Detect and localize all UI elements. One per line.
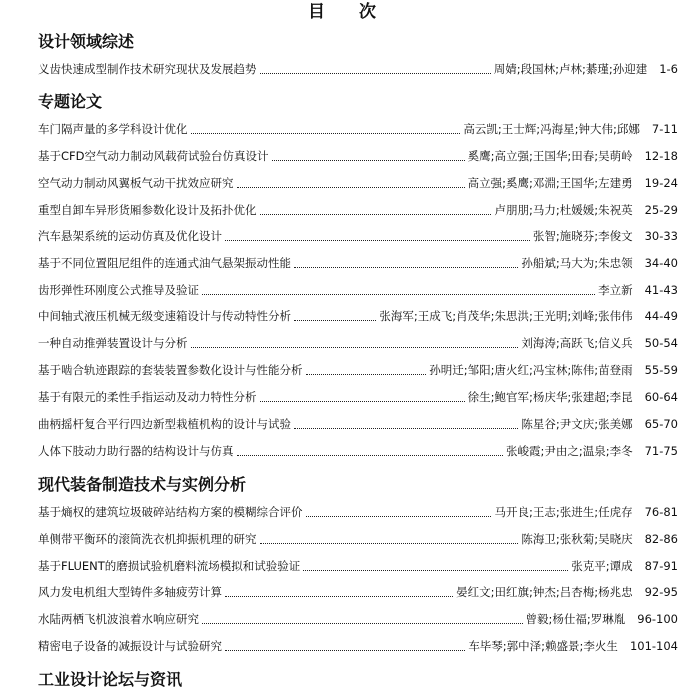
entry-authors: 车毕琴;郭中泽;赖盛景;李火生 (468, 639, 618, 653)
dot-leader (303, 569, 568, 571)
dot-leader (260, 72, 491, 74)
dot-leader (237, 454, 503, 456)
toc-entry[interactable] (38, 387, 678, 407)
toc-entry[interactable] (38, 333, 678, 353)
toc-entry[interactable] (38, 146, 678, 166)
entry-title: 人体下肢动力助行器的结构设计与仿真 (38, 444, 234, 458)
entry-authors: 徐生;鲍官军;杨庆华;张建超;李昆 (467, 390, 633, 404)
toc-entry[interactable] (38, 609, 678, 629)
toc-title: 目 次 (308, 2, 390, 22)
dot-leader (260, 542, 519, 544)
entry-pages: 12-18 (644, 149, 678, 163)
entry-authors: 张海军;王成飞;肖茂华;朱思洪;王光明;刘峰;张伟伟 (379, 309, 633, 323)
toc-entry[interactable] (38, 173, 678, 193)
entry-title: 水陆两栖飞机波浪着水响应研究 (38, 612, 199, 626)
entry-pages: 7-11 (651, 122, 678, 136)
entry-pages: 34-40 (644, 256, 678, 270)
entry-title: 曲柄摇杆复合平行四边新型栽植机构的设计与试验 (38, 417, 291, 431)
toc-entry[interactable] (38, 59, 678, 79)
entry-pages: 65-70 (644, 417, 678, 431)
entry-pages: 41-43 (644, 283, 678, 297)
entry-title: 汽车悬架系统的运动仿真及优化设计 (38, 229, 222, 243)
toc-entry[interactable] (38, 360, 678, 380)
entry-pages: 96-100 (637, 612, 678, 626)
entry-pages: 71-75 (644, 444, 678, 458)
entry-title: 基于CFD空气动力制动风载荷试验台仿真设计 (38, 149, 269, 163)
toc-entry[interactable] (38, 502, 678, 522)
toc-entry[interactable] (38, 441, 678, 461)
dot-leader (237, 186, 465, 188)
entry-pages: 76-81 (644, 505, 678, 519)
entry-pages: 19-24 (644, 176, 678, 190)
toc-entry[interactable] (38, 582, 678, 602)
entry-pages: 92-95 (644, 585, 678, 599)
entry-authors: 李立新 (598, 283, 633, 297)
dot-leader (306, 515, 492, 517)
entry-authors: 卢朋朋;马力;杜媛媛;朱祝英 (494, 203, 633, 217)
entry-authors: 陈星谷;尹文庆;张美娜 (521, 417, 633, 431)
entry-authors: 张克平;谭成 (571, 559, 633, 573)
dot-leader (225, 239, 530, 241)
entry-title: 精密电子设备的减振设计与试验研究 (38, 639, 222, 653)
section-heading: 工业设计论坛与资讯 (38, 670, 183, 689)
dot-leader (191, 346, 519, 348)
toc-entry[interactable] (38, 636, 678, 656)
entry-title: 基于有限元的柔性手指运动及动力特性分析 (38, 390, 257, 404)
toc-entry[interactable] (38, 306, 678, 326)
entry-authors: 高云凯;王士辉;冯海星;钟大伟;邱娜 (463, 122, 640, 136)
toc-entry[interactable] (38, 253, 678, 273)
entry-pages: 50-54 (644, 336, 678, 350)
entry-authors: 马开良;王志;张进生;任虎存 (494, 505, 633, 519)
toc-entry[interactable] (38, 556, 678, 576)
dot-leader (294, 427, 518, 429)
entry-pages: 25-29 (644, 203, 678, 217)
dot-leader (260, 400, 465, 402)
entry-authors: 周婧;段国林;卢林;綦瑾;孙迎建 (493, 62, 648, 76)
entry-pages: 82-86 (644, 532, 678, 546)
entry-title: 风力发电机组大型铸件多轴疲劳计算 (38, 585, 222, 599)
section-heading: 现代装备制造技术与实例分析 (38, 475, 247, 494)
dot-leader (294, 319, 376, 321)
toc-entry[interactable] (38, 200, 678, 220)
entry-title: 基于熵权的建筑垃圾破碎站结构方案的模糊综合评价 (38, 505, 303, 519)
toc-entry[interactable] (38, 226, 678, 246)
dot-leader (225, 595, 453, 597)
entry-title: 一种自动推弹装置设计与分析 (38, 336, 188, 350)
entry-title: 空气动力制动风翼板气动干扰效应研究 (38, 176, 234, 190)
toc-entry[interactable] (38, 119, 678, 139)
dot-leader (225, 649, 465, 651)
entry-pages: 1-6 (659, 62, 678, 76)
entry-authors: 刘海涛;高跃飞;信义兵 (521, 336, 633, 350)
entry-pages: 44-49 (644, 309, 678, 323)
section-heading: 专题论文 (38, 92, 103, 111)
entry-authors: 陈海卫;张秋菊;吴晓庆 (521, 532, 633, 546)
dot-leader (272, 159, 465, 161)
toc-entry[interactable] (38, 414, 678, 434)
dot-leader (306, 373, 427, 375)
dot-leader (294, 266, 518, 268)
entry-pages: 30-33 (644, 229, 678, 243)
dot-leader (202, 622, 523, 624)
entry-authors: 张智;施晓芬;李俊文 (532, 229, 633, 243)
entry-authors: 曾毅;杨仕福;罗琳胤 (525, 612, 626, 626)
entry-authors: 晏红文;田红旗;钟杰;吕杏梅;杨兆忠 (456, 585, 633, 599)
entry-title: 齿形弹性环刚度公式推导及验证 (38, 283, 199, 297)
entry-authors: 张峻霞;尹由之;温泉;李冬 (505, 444, 633, 458)
entry-pages: 87-91 (644, 559, 678, 573)
entry-authors: 奚鹰;高立强;王国华;田春;吴萌岭 (467, 149, 633, 163)
entry-title: 单侧带平衡环的滚筒洗衣机抑振机理的研究 (38, 532, 257, 546)
entry-title: 基于FLUENT的磨损试验机磨料流场模拟和试验验证 (38, 559, 301, 573)
entry-title: 义齿快速成型制作技术研究现状及发展趋势 (38, 62, 257, 76)
dot-leader (260, 213, 492, 215)
entry-pages: 101-104 (629, 639, 678, 653)
entry-pages: 55-59 (644, 363, 678, 377)
entry-title: 重型自卸车异形货厢参数化设计及拓扑优化 (38, 203, 257, 217)
entry-pages: 60-64 (644, 390, 678, 404)
dot-leader (202, 293, 595, 295)
toc-entry[interactable] (38, 529, 678, 549)
entry-authors: 高立强;奚鹰;邓淵;王国华;左建勇 (467, 176, 633, 190)
entry-title: 中间轴式液压机械无级变速箱设计与传动特性分析 (38, 309, 291, 323)
entry-title: 车门隔声量的多学科设计优化 (38, 122, 188, 136)
entry-title: 基于啮合轨迹跟踪的套装装置参数化设计与性能分析 (38, 363, 303, 377)
entry-authors: 孙船斌;马大为;朱忠领 (521, 256, 633, 270)
entry-title: 基于不同位置阻尼组件的连通式油气悬架振动性能 (38, 256, 291, 270)
toc-entry[interactable] (38, 280, 678, 300)
dot-leader (191, 132, 461, 134)
entry-authors: 孙明迁;邹阳;唐火红;冯宝林;陈伟;苗登雨 (429, 363, 633, 377)
section-heading: 设计领域综述 (38, 32, 135, 51)
